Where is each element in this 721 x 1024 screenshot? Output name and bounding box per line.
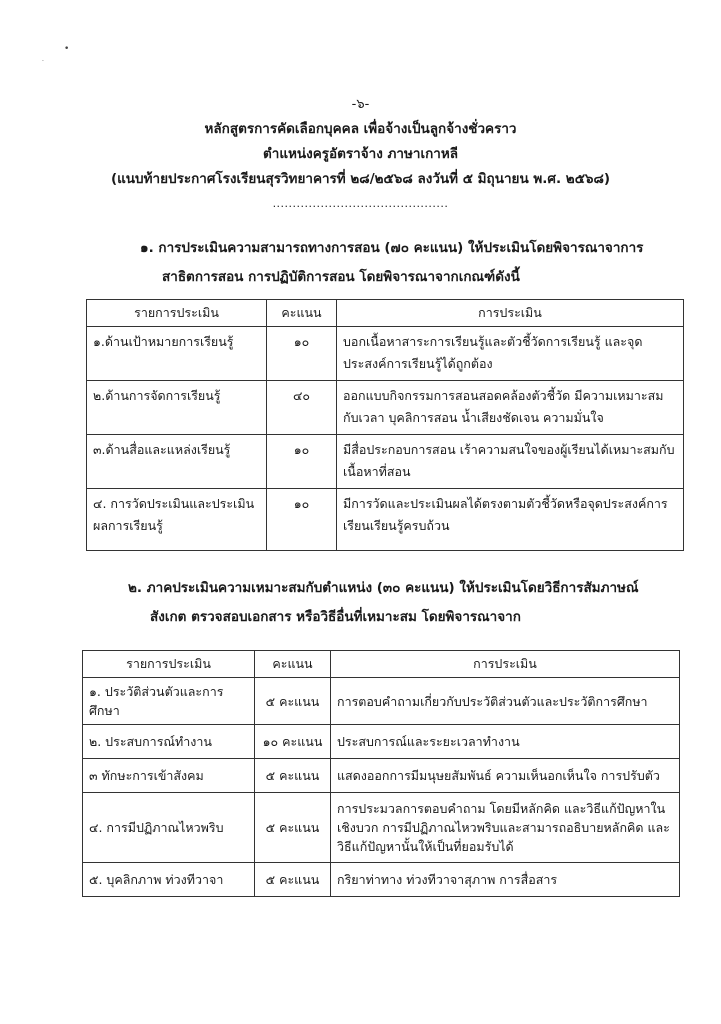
row-item: ๔. การมีปฏิภาณไหวพริบ	[83, 793, 255, 863]
row-criteria: มีการวัดและประเมินผลได้ตรงตามตัวชี้วัดหรือจุดประสงค์การเรียนเรียนรู้ครบถ้วน	[337, 489, 684, 551]
table-row	[83, 793, 680, 863]
row-item: ๑.ด้านเป้าหมายการเรียนรู้	[87, 327, 267, 381]
row-criteria: มีสื่อประกอบการสอน เร้าความสนใจของผู้เรียนได้เหมาะสมกับเนื้อหาที่สอน	[337, 435, 684, 489]
table-header-row	[87, 300, 684, 327]
row-score: ๕ คะแนน	[255, 863, 331, 897]
row-criteria: การประมวลการตอบคำถาม โดยมีหลักคิด และวิธีแก้ปัญหาในเชิงบวก การมีปฏิภาณไหวพริบและสามารถอธิบายหลักคิด และวิธีแก้ปัญหานั้นให้เป็นที่ยอมรับได้	[331, 793, 680, 863]
title-line-3: (แนบท้ายประกาศโรงเรียนสุรวิทยาคารที่ ๒๘/๒๕๖๘ ลงวันที่ ๕ มิถุนายน พ.ศ. ๒๕๖๘)	[110, 171, 611, 187]
table-row	[83, 678, 680, 725]
row-item: ๒. ประสบการณ์ทำงาน	[83, 725, 255, 759]
section-1-heading-line-2: สาธิตการสอน การปฏิบัติการสอน โดยพิจารณาจากเกณฑ์ดังนี้	[162, 269, 520, 285]
dotted-divider: ............................................	[272, 197, 449, 210]
section-2-table	[82, 650, 680, 897]
row-score: ๕ คะแนน	[255, 678, 331, 725]
table-row	[87, 381, 684, 435]
row-score: ๕ คะแนน	[255, 793, 331, 863]
row-criteria: บอกเนื้อหาสาระการเรียนรู้และตัวชี้วัดการเรียนรู้ และจุดประสงค์การเรียนรู้ได้ถูกต้อง	[337, 327, 684, 381]
row-criteria: ออกแบบกิจกรรมการสอนสอดคล้องตัวชี้วัด มีความเหมาะสมกับเวลา บุคลิการสอน น้ำเสียงชัดเจน ความมั่นใจ	[337, 381, 684, 435]
stray-mark: •	[64, 44, 70, 54]
title-line-2: ตำแหน่งครูอัตราจ้าง ภาษาเกาหลี	[262, 146, 459, 162]
table-row	[87, 435, 684, 489]
row-item: ๑. ประวัติส่วนตัวและการศึกษา	[83, 678, 255, 725]
table-row	[87, 327, 684, 381]
row-item: ๔. การวัดประเมินและประเมินผลการเรียนรู้	[87, 489, 267, 551]
stray-mark-small: ·	[42, 58, 44, 65]
table-row	[87, 489, 684, 551]
header-criteria: การประเมิน	[337, 300, 684, 327]
row-score: ๔๐	[267, 381, 337, 435]
row-criteria: ประสบการณ์และระยะเวลาทำงาน	[331, 725, 680, 759]
row-criteria: กริยาท่าทาง ท่วงทีวาจาสุภาพ การสื่อสาร	[331, 863, 680, 897]
section-2-heading-line-1: ๒. ภาคประเมินความเหมาะสมกับตำแหน่ง (๓๐ คะแนน) ให้ประเมินโดยวิธีการสัมภาษณ์	[128, 580, 639, 596]
section-1-heading-line-1: ๑. การประเมินความสามารถทางการสอน (๗๐ คะแนน) ให้ประเมินโดยพิจารณาจาการ	[140, 240, 644, 256]
row-score: ๑๐	[267, 489, 337, 551]
row-score: ๑๐	[267, 327, 337, 381]
header-score: คะแนน	[267, 300, 337, 327]
row-criteria: การตอบคำถามเกี่ยวกับประวัติส่วนตัวและประวัติการศึกษา	[331, 678, 680, 725]
section-1-table	[86, 299, 684, 551]
row-item: ๕. บุคลิกภาพ ท่วงทีวาจา	[83, 863, 255, 897]
header-criteria: การประเมิน	[331, 651, 680, 678]
page-number: -๖-	[351, 97, 370, 112]
row-item: ๒.ด้านการจัดการเรียนรู้	[87, 381, 267, 435]
header-item: รายการประเมิน	[87, 300, 267, 327]
table-row	[83, 863, 680, 897]
title-line-1: หลักสูตรการคัดเลือกบุคคล เพื่อจ้างเป็นลูกจ้างชั่วคราว	[204, 121, 517, 137]
row-score: ๑๐ คะแนน	[255, 725, 331, 759]
row-item: ๓.ด้านสื่อและแหล่งเรียนรู้	[87, 435, 267, 489]
header-score: คะแนน	[255, 651, 331, 678]
table-row	[83, 725, 680, 759]
section-2-heading-line-2: สังเกต ตรวจสอบเอกสาร หรือวิธีอื่นที่เหมาะสม โดยพิจารณาจาก	[150, 609, 521, 625]
header-item: รายการประเมิน	[83, 651, 255, 678]
row-score: ๕ คะแนน	[255, 759, 331, 793]
section-2-heading	[128, 574, 700, 632]
document-title	[0, 117, 721, 192]
table-header-row	[83, 651, 680, 678]
row-item: ๓ ทักษะการเข้าสังคม	[83, 759, 255, 793]
row-criteria: แสดงออกการมีมนุษยสัมพันธ์ ความเห็นอกเห็นใจ การปรับตัว	[331, 759, 680, 793]
table-row	[83, 759, 680, 793]
section-1-heading	[140, 234, 700, 292]
row-score: ๑๐	[267, 435, 337, 489]
